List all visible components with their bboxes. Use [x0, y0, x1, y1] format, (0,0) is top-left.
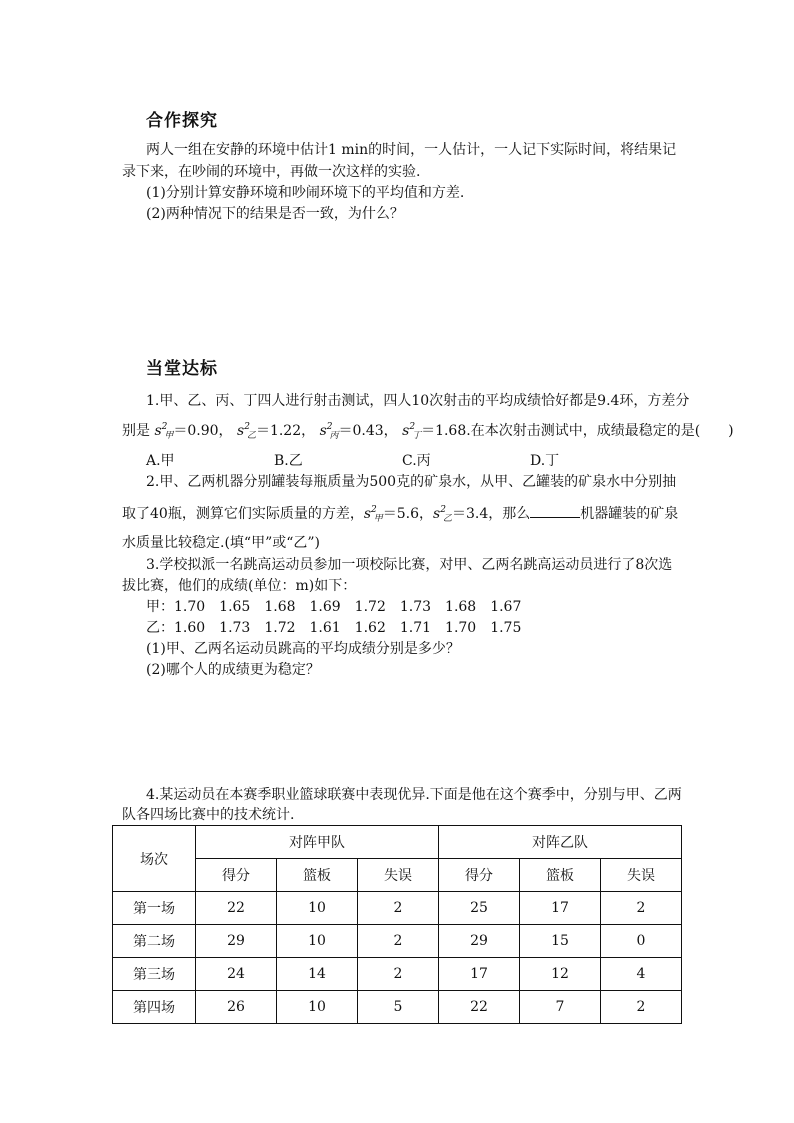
fill-in-blank[interactable]	[530, 503, 580, 518]
question-2: (2)两种情况下的结果是否一致，为什么？	[146, 206, 404, 222]
table-cell: 22	[439, 991, 520, 1024]
table-cell: 22	[196, 892, 277, 925]
table-cell: 25	[439, 892, 520, 925]
variance-symbol: $s^2_甲$	[154, 422, 174, 441]
table-cell: 2	[358, 958, 439, 991]
table-cell: 24	[196, 958, 277, 991]
problem-1-line-2	[122, 421, 734, 443]
row-label: 第二场	[113, 925, 196, 958]
section-title-practice: 当堂达标	[146, 359, 218, 379]
table-cell: 29	[439, 925, 520, 958]
problem-3-question-2: (2)哪个人的成绩更为稳定？	[146, 662, 320, 678]
table-cell: 2	[358, 892, 439, 925]
variance-symbol: $s^2_丁$	[402, 422, 422, 441]
variance-symbol: $s^2_甲$	[363, 505, 383, 524]
table-cell: 10	[277, 925, 358, 958]
problem-3-question-1: (1)甲、乙两名运动员跳高的平均成绩分别是多少？	[146, 641, 460, 657]
text: 别是	[122, 423, 150, 439]
variance-value-jia: ＝5.6，	[382, 506, 434, 522]
variance-value-bing: ＝0.43，	[338, 423, 398, 439]
table-cell: 2	[358, 925, 439, 958]
option-d: D.丁	[530, 453, 560, 469]
variance-value-jia: ＝0.90，	[173, 423, 233, 439]
column-header: 失误	[358, 859, 439, 892]
stats-table	[112, 825, 682, 1024]
group-header-jia: 对阵甲队	[196, 826, 439, 859]
text: 取了40瓶，测算它们实际质量的方差，	[122, 506, 364, 522]
problem-1-options	[146, 451, 658, 471]
table-cell: 2	[601, 991, 682, 1024]
table-cell: 5	[358, 991, 439, 1024]
problem-2-line-3: 水质量比较稳定.(填“甲”或“乙”)	[122, 535, 321, 551]
problem-1-line-1: 1.甲、乙、丙、丁四人进行射击测试，四人10次射击的平均成绩恰好都是9.4环，方差分	[146, 393, 690, 409]
problem-2-line-2	[122, 503, 678, 526]
variance-symbol: $s^2_乙$	[237, 422, 256, 441]
problem-3-line-2: 拔比赛，他们的成绩(单位：m)如下：	[122, 578, 357, 594]
scores-jia: 甲：1.70 1.65 1.68 1.69 1.72 1.73 1.68 1.67	[146, 599, 522, 615]
table-cell: 10	[277, 991, 358, 1024]
option-b: B.乙	[274, 453, 303, 469]
paragraph-line: 两人一组在安静的环境中估计1 min的时间，一人估计，一人记下实际时间，将结果记	[146, 142, 677, 158]
variance-value-yi: ＝1.22，	[255, 423, 316, 439]
problem-2-line-1: 2.甲、乙两机器分别罐装每瓶质量为500克的矿泉水，从甲、乙罐装的矿泉水中分别抽	[146, 474, 677, 490]
option-c: C.丙	[402, 453, 431, 469]
table-row	[113, 958, 682, 991]
table-cell: 4	[601, 958, 682, 991]
table-corner-header: 场次	[113, 826, 196, 892]
column-header: 失误	[601, 859, 682, 892]
table-header-row	[113, 826, 682, 859]
column-header: 篮板	[520, 859, 601, 892]
variance-symbol: $s^2_丙$	[319, 422, 339, 441]
paragraph-line: 录下来，在吵闹的环境中，再做一次这样的实验.	[122, 164, 421, 180]
section-title-cooperation: 合作探究	[146, 111, 218, 131]
table-cell: 15	[520, 925, 601, 958]
column-header: 篮板	[277, 859, 358, 892]
table-cell: 12	[520, 958, 601, 991]
table-cell: 29	[196, 925, 277, 958]
table-row	[113, 991, 682, 1024]
text: 机器罐装的矿泉	[580, 506, 679, 522]
problem-4-line-2: 队各四场比赛中的技术统计.	[122, 807, 295, 823]
table-cell: 10	[277, 892, 358, 925]
table-row	[113, 925, 682, 958]
row-label: 第一场	[113, 892, 196, 925]
scores-yi: 乙：1.60 1.73 1.72 1.61 1.62 1.71 1.70 1.75	[146, 620, 522, 636]
row-label: 第四场	[113, 991, 196, 1024]
table-cell: 7	[520, 991, 601, 1024]
table-subheader-row	[113, 859, 682, 892]
table-cell: 2	[601, 892, 682, 925]
problem-3-line-1: 3.学校拟派一名跳高运动员参加一项校际比赛，对甲、乙两名跳高运动员进行了8次选	[146, 557, 673, 573]
table-row	[113, 892, 682, 925]
column-header: 得分	[439, 859, 520, 892]
group-header-yi: 对阵乙队	[439, 826, 682, 859]
variance-symbol: $s^2_乙$	[433, 505, 452, 524]
option-a: A.甲	[146, 453, 175, 469]
column-header: 得分	[196, 859, 277, 892]
table-cell: 17	[520, 892, 601, 925]
table-cell: 14	[277, 958, 358, 991]
table-cell: 17	[439, 958, 520, 991]
question-1: (1)分别计算安静环境和吵闹环境下的平均值和方差.	[146, 185, 465, 201]
row-label: 第三场	[113, 958, 196, 991]
problem-4-line-1: 4.某运动员在本赛季职业篮球联赛中表现优异.下面是他在这个赛季中，分别与甲、乙两	[146, 787, 682, 803]
table-cell: 26	[196, 991, 277, 1024]
variance-value-yi: ＝3.4，那么	[451, 506, 531, 522]
variance-value-ding: ＝1.68.在本次射击测试中，成绩最稳定的是( )	[421, 423, 734, 439]
table-cell: 0	[601, 925, 682, 958]
